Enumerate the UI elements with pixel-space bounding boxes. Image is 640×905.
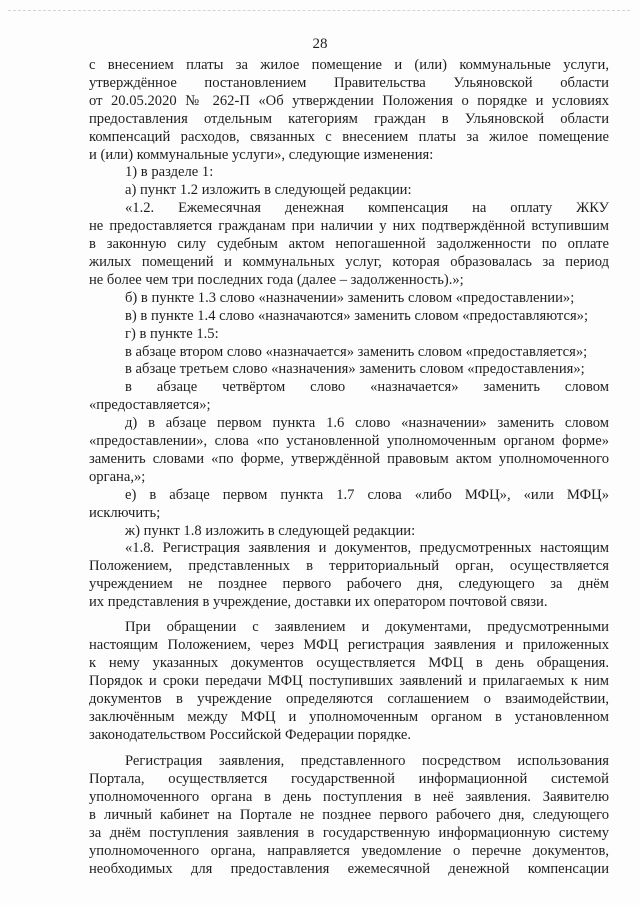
text-line: документов в учреждение определяются соглашением о взаимодействии, <box>89 690 609 707</box>
text-line: е) в абзаце первом пункта 1.7 слова «либо МФЦ», «или МФЦ» <box>125 486 609 503</box>
text-line: утверждённое постановлением Правительства Ульяновской области <box>89 74 609 91</box>
text-line: ж) пункт 1.8 изложить в следующей редакции: <box>125 522 416 539</box>
text-line: 1) в разделе 1: <box>125 164 214 181</box>
text-line: необходимых для предоставления ежемесячной денежной компенсации <box>89 860 609 877</box>
text-line: в законную силу судебным актом непогашенной задолженности по оплате <box>89 236 609 253</box>
text-line: г) в пункте 1.5: <box>125 325 219 342</box>
text-line: не более чем три последних года (далее – задолженность).»; <box>89 271 464 288</box>
text-line: законодательством Российской Федерации порядке. <box>89 726 411 743</box>
text-line: в абзаце четвёртом слово «назначается» заменить словом <box>125 379 609 396</box>
text-line: При обращении с заявлением и документами, предусмотренными <box>125 619 609 636</box>
text-line: заключённым между МФЦ и уполномоченным органом в установленном <box>89 708 609 725</box>
text-line: уполномоченного органа в день поступления в неё заявления. Заявителю <box>89 789 609 806</box>
text-line: не предоставляется гражданам при наличии у них подтверждённой вступившим <box>89 218 609 235</box>
text-line: органа,»; <box>89 468 146 485</box>
document-body <box>89 57 609 879</box>
text-line: в личный кабинет на Портале не позднее первого рабочего дня, следующего <box>89 807 609 824</box>
text-line: их представления в учреждение, доставки их оператором почтовой связи. <box>89 594 548 611</box>
text-line: б) в пункте 1.3 слово «назначении» заменить словом «предоставлении»; <box>125 289 575 306</box>
text-line: а) пункт 1.2 изложить в следующей редакции: <box>125 182 412 199</box>
text-line: в абзаце втором слово «назначается» заменить словом «предоставляется»; <box>125 343 588 360</box>
text-line: настоящим Положением, через МФЦ регистрация заявления и приложенных <box>89 637 609 653</box>
text-line: уполномоченного органа, направляется уведомление о перечне документов, <box>89 842 609 859</box>
text-line: Положением, представленных в территориальный орган, осуществляется <box>89 558 609 575</box>
text-line: за днём поступления заявления в государственную информационную систему <box>89 825 609 842</box>
text-line: «1.2. Ежемесячная денежная компенсация на оплату ЖКУ <box>125 200 609 217</box>
text-line: с внесением платы за жилое помещение и (или) коммунальные услуги, <box>89 57 609 73</box>
text-line: в абзаце третьем слово «назначения» заменить словом «предоставления»; <box>125 361 585 378</box>
text-line: Портала, осуществляется государственной информационной системой <box>89 771 609 788</box>
text-line: жилых помещений и коммунальных услуг, которая образовалась за период <box>89 253 609 270</box>
text-line: учреждением не позднее первого рабочего дня, следующего за днём <box>89 576 609 593</box>
text-line: Порядок и сроки передачи МФЦ поступивших заявлений и прилагаемых к ним <box>89 672 609 689</box>
text-line: от 20.05.2020 № 262-П «Об утверждении Положения о порядке и условиях <box>89 92 609 109</box>
text-line: предоставления отдельным категориям граждан в Ульяновской области <box>89 110 609 127</box>
text-line: «предоставляется»; <box>89 397 211 414</box>
text-line: исключить; <box>89 504 161 521</box>
text-line: Регистрация заявления, представленного посредством использования <box>125 753 609 770</box>
text-line: «1.8. Регистрация заявления и документов, предусмотренных настоящим <box>125 540 609 557</box>
scan-edge-mark <box>8 10 630 11</box>
text-line: «предоставлении», слова «по установленной уполномоченным органом форме» <box>89 433 609 450</box>
text-line: в) в пункте 1.4 слово «назначаются» заменить словом «предоставляются»; <box>125 307 589 324</box>
text-line: компенсаций расходов, связанных с внесением платы за жилое помещение <box>89 128 609 145</box>
text-line: к нему указанных документов осуществляется МФЦ в день обращения. <box>89 654 609 671</box>
page-number: 28 <box>312 36 328 52</box>
text-line: и (или) коммунальные услуги», следующие изменения: <box>89 146 434 163</box>
text-line: д) в абзаце первом пункта 1.6 слово «назначении» заменить словом <box>125 415 609 432</box>
text-line: заменить словами «по форме, утверждённой правовым актом уполномоченного <box>89 450 609 467</box>
